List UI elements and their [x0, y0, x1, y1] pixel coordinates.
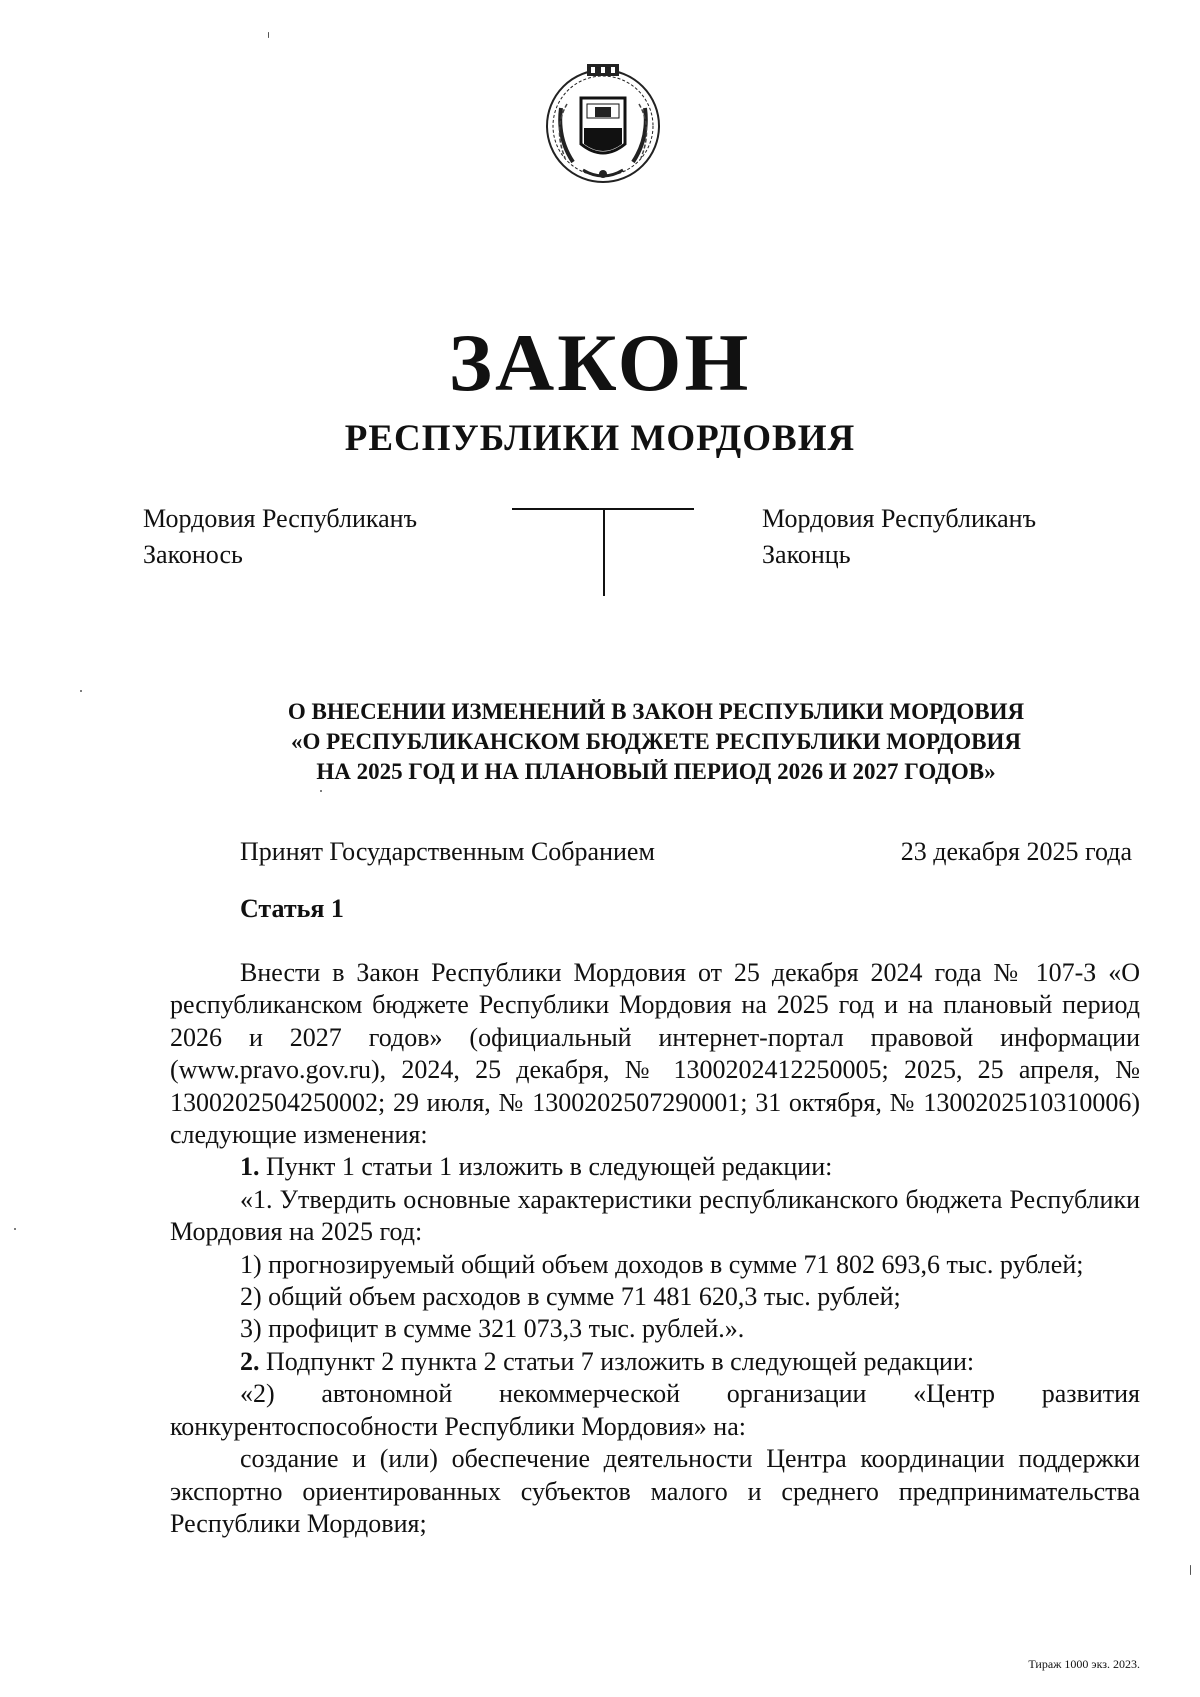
scan-speck [268, 32, 269, 38]
item-2 [170, 1346, 1140, 1378]
law-heading-line-2: «О РЕСПУБЛИКАНСКОМ БЮДЖЕТЕ РЕСПУБЛИКИ МОРДОВИЯ [290, 729, 1021, 754]
scan-speck [1190, 1565, 1191, 1575]
subitem-2: 2) общий объем расходов в сумме 71 481 620,3 тыс. рублей; [240, 1282, 901, 1312]
erzya-title-line-2: Законць [762, 540, 851, 569]
scan-speck [14, 1228, 16, 1230]
adopted-date: 23 декабря 2025 года [900, 837, 1132, 866]
moksha-title-line-1: Мордовия Республиканъ [143, 504, 418, 533]
moksha-title-block [143, 501, 417, 573]
item-2-text: Подпункт 2 пункта 2 статьи 7 изложить в следующей редакции: [259, 1346, 975, 1376]
intro-paragraph: Внести в Закон Республики Мордовия от 25 декабря 2024 года № 107-З «О республиканском бюджете Республики Мордовия на 2025 год и на плановый период 2026 и 2027 годов» (официальный интернет-портал правовой информации (www.pravo.gov.ru), 2024, 25 декабря, № 1300202412250005; 2025, 25 апреля, № 1300202504250002; 29 июля, № 1300202507290001; 31 октября, № 1300202510310006) следующие изменения: [170, 958, 1140, 1150]
print-run-note: Тираж 1000 экз. 2023. [1028, 1657, 1140, 1671]
quote-2-continuation: создание и (или) обеспечение деятельности Центра координации поддержки экспортно ориентированных субъектов малого и среднего предпринимательства Республики Мордовия; [170, 1444, 1140, 1538]
document-subtitle: РЕСПУБЛИКИ МОРДОВИЯ [344, 418, 856, 459]
erzya-title-line-1: Мордовия Республиканъ [762, 504, 1037, 533]
article-heading: Статья 1 [240, 894, 344, 923]
item-1-text: Пункт 1 статьи 1 изложить в следующей редакции: [259, 1152, 833, 1182]
subitem-3: 3) профицит в сумме 321 073,3 тыс. рублей.». [240, 1314, 745, 1344]
header-divider-vertical [603, 509, 605, 596]
item-1-number: 1. [240, 1152, 260, 1182]
article-body [170, 957, 1140, 1540]
moksha-title-line-2: Законось [143, 540, 243, 569]
document-title: ЗАКОН [448, 317, 752, 408]
scan-speck [320, 790, 322, 792]
law-heading [0, 697, 1200, 787]
law-heading-line-1: О ВНЕСЕНИИ ИЗМЕНЕНИЙ В ЗАКОН РЕСПУБЛИКИ МОРДОВИЯ [287, 699, 1025, 724]
adopted-label: Принят Государственным Собранием [240, 837, 655, 866]
coat-of-arms-icon [543, 58, 663, 190]
item-1 [170, 1151, 1140, 1183]
quote-2: «2) автономной некоммерческой организации «Центр развития конкурентоспособности Республики Мордовия» на: [170, 1379, 1140, 1441]
item-2-number: 2. [240, 1346, 260, 1376]
law-heading-line-3: НА 2025 ГОД И НА ПЛАНОВЫЙ ПЕРИОД 2026 И 2027 ГОДОВ» [316, 759, 996, 784]
quote-1: «1. Утвердить основные характеристики республиканского бюджета Республики Мордовия на 2025 год: [170, 1184, 1140, 1247]
subitem-1: 1) прогнозируемый общий объем доходов в сумме 71 802 693,6 тыс. рублей; [240, 1249, 1084, 1279]
scan-speck [80, 690, 82, 692]
erzya-title-block [762, 501, 1036, 573]
